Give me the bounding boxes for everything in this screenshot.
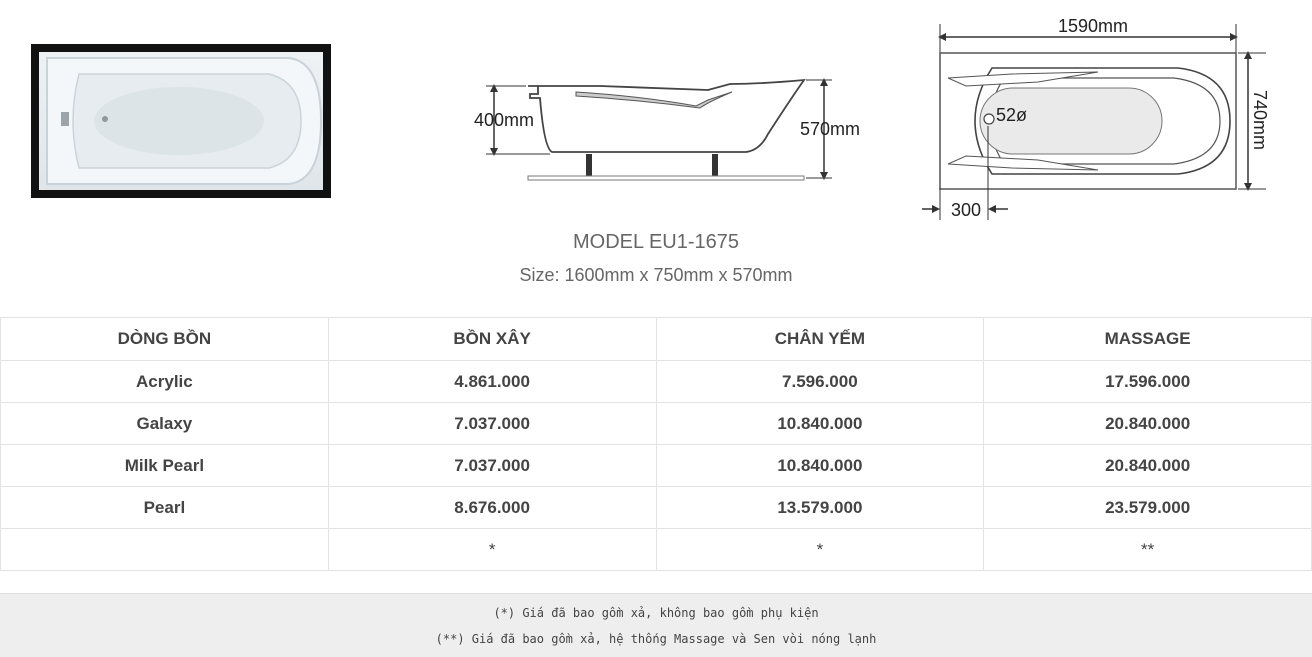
table-cell: Pearl bbox=[1, 487, 329, 529]
drain-size-label: 52ø bbox=[996, 105, 1028, 125]
right-height-label: 570mm bbox=[800, 119, 861, 139]
header-tub-line: DÒNG BỒN bbox=[1, 318, 329, 361]
table-cell: 10.840.000 bbox=[656, 403, 984, 445]
bathtub-photo bbox=[31, 44, 331, 198]
table-header-row bbox=[1, 318, 1312, 361]
table-cell: 17.596.000 bbox=[984, 361, 1312, 403]
length-label: 1590mm bbox=[1058, 16, 1129, 36]
table-cell: * bbox=[656, 529, 984, 571]
table-cell bbox=[1, 529, 329, 571]
table-cell: 8.676.000 bbox=[328, 487, 656, 529]
tub-base-plate bbox=[528, 176, 804, 180]
table-cell: Milk Pearl bbox=[1, 445, 329, 487]
footnote-box bbox=[0, 593, 1312, 657]
price-table bbox=[0, 317, 1312, 571]
footnote-2: (**) Giá đã bao gồm xả, hệ thống Massage và Sen vòi nóng lạnh bbox=[435, 632, 877, 646]
table-cell: 20.840.000 bbox=[984, 445, 1312, 487]
table-cell: Acrylic bbox=[1, 361, 329, 403]
table-cell: 20.840.000 bbox=[984, 403, 1312, 445]
header-massage: MASSAGE bbox=[984, 318, 1312, 361]
drain-offset-label: 300 bbox=[951, 200, 982, 220]
table-cell: 7.037.000 bbox=[328, 445, 656, 487]
model-title: MODEL EU1-1675 bbox=[573, 231, 739, 253]
top-view-drawing bbox=[918, 10, 1278, 225]
table-cell: 13.579.000 bbox=[656, 487, 984, 529]
table-cell: 4.861.000 bbox=[328, 361, 656, 403]
table-row bbox=[1, 445, 1312, 487]
tub-leg-left bbox=[586, 154, 592, 176]
table-cell: 10.840.000 bbox=[656, 445, 984, 487]
side-view-drawing bbox=[460, 70, 880, 195]
table-cell: 7.037.000 bbox=[328, 403, 656, 445]
table-cell: 7.596.000 bbox=[656, 361, 984, 403]
footnote-1: (*) Giá đã bao gồm xả, không bao gồm phụ kiện bbox=[493, 606, 819, 620]
table-cell: Galaxy bbox=[1, 403, 329, 445]
left-height-label: 400mm bbox=[474, 110, 535, 130]
table-row bbox=[1, 529, 1312, 571]
table-cell: ** bbox=[984, 529, 1312, 571]
width-label: 740mm bbox=[1250, 90, 1270, 151]
header-apron: CHÂN YẾM bbox=[656, 318, 984, 361]
tub-leg-right bbox=[712, 154, 718, 176]
table-row bbox=[1, 361, 1312, 403]
table-row bbox=[1, 403, 1312, 445]
tub-side-outline bbox=[528, 80, 804, 152]
table-cell: * bbox=[328, 529, 656, 571]
drain-circle bbox=[984, 114, 994, 124]
bathtub-photo-illustration bbox=[39, 52, 323, 190]
table-cell: 23.579.000 bbox=[984, 487, 1312, 529]
size-text: Size: 1600mm x 750mm x 570mm bbox=[519, 265, 793, 285]
table-row bbox=[1, 487, 1312, 529]
header-built-in: BỒN XÂY bbox=[328, 318, 656, 361]
